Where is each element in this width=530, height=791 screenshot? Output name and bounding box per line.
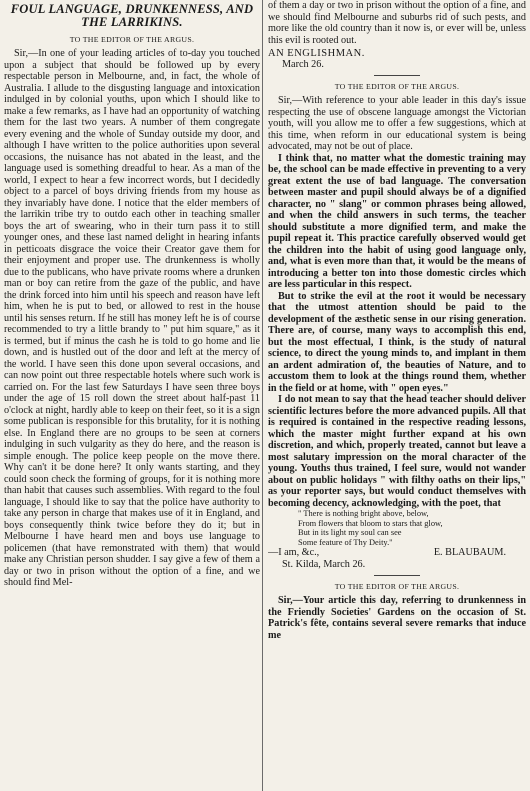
column-divider xyxy=(262,0,263,791)
letter-2-place-date: St. Kilda, March 26. xyxy=(282,559,366,571)
to-editor-heading-2: TO THE EDITOR OF THE ARGUS. xyxy=(334,82,460,91)
poem-line: " There is nothing bright above, below, xyxy=(298,509,429,518)
poem-line: Some feature of Thy Deity." xyxy=(298,537,393,547)
right-column xyxy=(268,0,526,791)
article-headline: FOUL LANGUAGE, DRUNKENNESS, AND THE LARRIKINS. xyxy=(10,2,254,29)
to-editor-heading: TO THE EDITOR OF THE ARGUS. xyxy=(69,35,195,44)
letter-2-paragraph-4: I do not mean to say that the head teacher should deliver scientific lectures before the more advanced pupils. All that is required is contained in the respective reading lessons, which the master might further expand at his own discretion, and which, properly treated, cannot but leave a most salutary impression on the moral character of the young. Youths thus trained, I feel sure, would not wander about on public holidays " with filthy oaths on their lips," as your reporter says, but would conduct themselves with becoming decency, acknowledging, with the poet, that xyxy=(268,394,526,509)
poem-line: From flowers that bloom to stars that glow, xyxy=(298,518,443,528)
closing-text: —I am, &c., xyxy=(268,547,320,559)
letter-1-date: March 26. xyxy=(282,59,324,70)
letter-3-paragraph-1: Sir,—Your article this day, referring to drunkenness in the Friendly Societies' Gardens on the occasion of St. Patrick's fête, contains several severe remarks that induce me xyxy=(268,595,526,641)
poem-quote xyxy=(268,509,526,547)
letter-1-signature: AN ENGLISHMAN. xyxy=(268,48,365,59)
letter-1-continuation: of them a day or two in prison without the option of a fine, and we should find Melbourne and suburbs rid of such pests, and more like the old country than it now is, or ever will be, unless this evil is rooted out. xyxy=(268,0,526,46)
letter-2-paragraph-3: But to strike the evil at the root it would be necessary that the utmost attention should be paid to the development of the æsthetic sense in our rising generation. There are, of course, many ways to accomplish this end, but the most effectual, I think, is the study of natural science, to direct the young minds to, and implant in them an ardent admiration of, the beauties of Nature, and to accustom them to look at the things round them, whether in the field or at home, with " open eyes." xyxy=(268,290,526,394)
separator-rule-2 xyxy=(374,575,420,576)
separator-rule xyxy=(374,75,420,76)
poem-line: But in its light my soul can see xyxy=(298,528,402,538)
letter-2-paragraph-2: I think that, no matter what the domestic training may be, the school can be made effective in preventing to a very great extent the use of bad language. The conversation between master and pupil should always be of a dignified character, no " slang" or common phrases being allowed, and when the child answers in such terms, the teacher should substitute a more dignified term, and make the pupil repeat it. This practice carefully observed would get the children into the habit of using good language only, and, what is even more than that, it would be the means of introducing a better ton into those domestic circles which are less particular in this respect. xyxy=(268,152,526,290)
to-editor-heading-3: TO THE EDITOR OF THE ARGUS. xyxy=(334,582,460,592)
left-column xyxy=(4,0,260,791)
letter-2-signoff xyxy=(268,547,526,559)
letter-2-paragraph-1: Sir,—With reference to your able leader in this day's issue respecting the use of obscene language amongst the Victorian youth, will you allow me to offer a few suggestions, which at this time, when reform in our educational system is being advocated, may not be out of place. xyxy=(268,95,526,152)
letter-1-body: Sir,—In one of your leading articles of to-day you touched upon a subject that should be followed up by every respectable person in Melbourne, and, in fact, the whole of Australia. I allude to the disgusting language and intoxication indulged in by colonial youths, upon which I should like to make a few remarks, as I have had an opportunity of watching them for the last two years. A number of them congregate every evening and the whole of Sunday outside my door, and although I have written to the police authorities upon several occasions, the nuisance has not abated in the least, and the language used is something dreadful to hear. As a man of the world, I expect to hear a few incorrect words, but I decidedly object to a parcel of boys driving friends from my house as they invariably have done. I notice that the elder members of the larrikin tribe try to outdo each other in teaching smaller boys the art of swearing, who in their turn pass it to still younger ones, and these last named delight in hearing infants in petticoats disgrace the voice their Creator gave them for their enjoyment and proper use. The drunkenness is wholly due to the publicans, who have private rooms where a drunken man or boy can retire from the gaze of the public, and have the drink forced into him until his speech and reason have left him, when he is put to bed, or allowed to rest in the house until his senses return. If he still has money left he is of course recommended to try a little brandy to " put him square," as it is termed, but if minus the cash he is told to go home and lie down, and is hustled out of the door and left at the mercy of the world. I have seen this done upon several occasions, and can now point out three respectable hotels where such work is carried on. For the last few Saturdays I have seen three boys under the age of 15 roll down the street about half-past 11 o'clock at night, hardly able to keep on their feet, so it is a sign some publican is responsible for this brutality, for it is nothing else. In England there are no groups to be seen at corners indulging in such vulgarity as they do here, and the reason is simple enough. The police keep people on the move there. Why can't it be done here? It only wants starting, and they could soon check the forming of groups, for it is nothing more than habit that causes such assemblies. With regard to the foul language, I should like to say that the police have authority to take any person in charge that makes use of it in England, and boys consequently think twice before they do it; but in Melbourne I have heard men and boys use language to policemen (that have remonstrated with them) that would make any Christian person shudder. I say give a few of them a day or two in prison without the option of a fine, and we should find Mel- xyxy=(4,48,260,588)
letter-2-signature: E. BLAUBAUM. xyxy=(433,547,506,559)
